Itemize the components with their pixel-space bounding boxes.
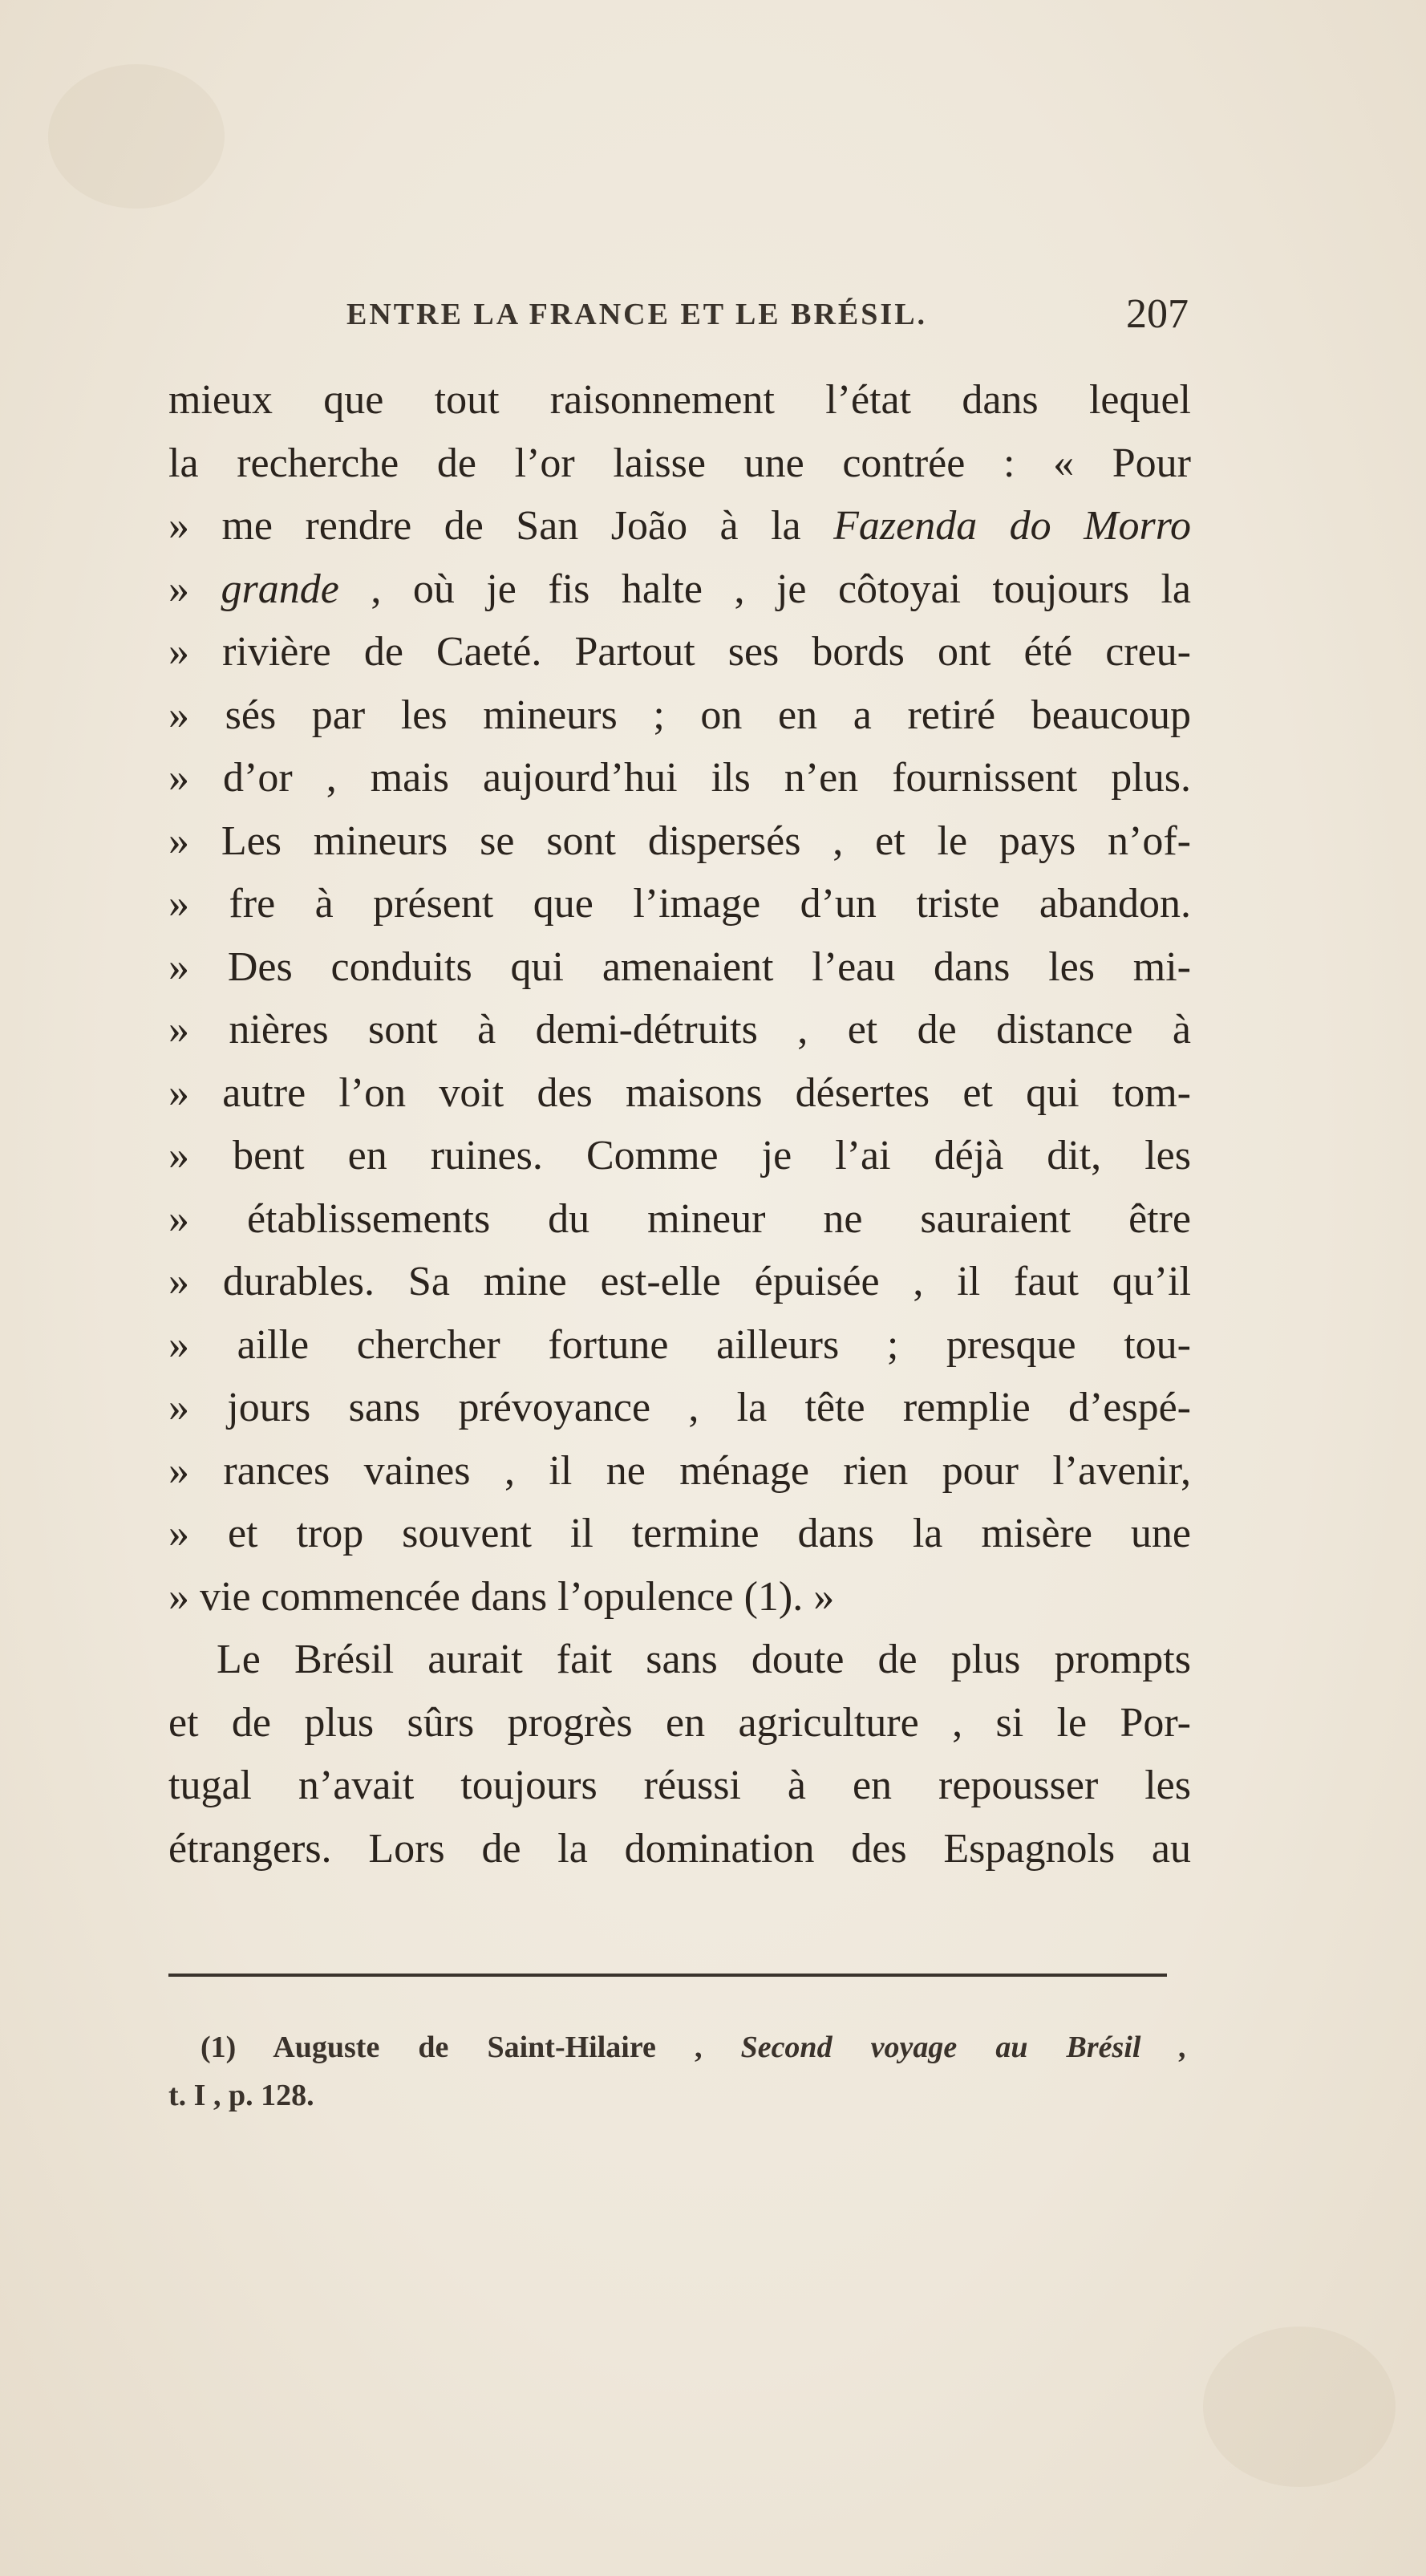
text-line: la recherche de l’or laisse une contrée : « Pour bbox=[168, 440, 1191, 486]
footnote bbox=[168, 2023, 1187, 2120]
text-line: » bent en ruines. Comme je l’ai déjà dit, les bbox=[168, 1133, 1191, 1178]
italic-word: grande bbox=[221, 566, 339, 612]
text-line: » et trop souvent il termine dans la misère une bbox=[168, 1511, 1191, 1556]
footnote-line bbox=[168, 2023, 1187, 2071]
text-line: Le Brésil aurait fait sans doute de plus prompts bbox=[217, 1637, 1191, 1682]
text-line: » sés par les mineurs ; on en a retiré beaucoup bbox=[168, 692, 1191, 738]
italic-place-name: Fazenda do Morro bbox=[833, 503, 1191, 549]
text-segment: » me rendre de San João à la bbox=[168, 503, 801, 549]
text-line bbox=[168, 495, 1191, 558]
body-text bbox=[168, 369, 1191, 1880]
quote-mark: » bbox=[168, 566, 221, 612]
text-line: et de plus sûrs progrès en agriculture , si le Por- bbox=[168, 1699, 1191, 1746]
running-title: ENTRE LA FRANCE ET LE BRÉSIL. bbox=[346, 298, 928, 331]
text-line: mieux que tout raisonnement l’état dans lequel bbox=[168, 377, 1191, 423]
page-number: 207 bbox=[1126, 291, 1189, 337]
paper-stain bbox=[1203, 2327, 1396, 2487]
text-line: » fre à présent que l’image d’un triste abandon. bbox=[168, 881, 1191, 927]
text-line: » aille chercher fortune ailleurs ; presque tou- bbox=[168, 1321, 1191, 1368]
running-head bbox=[346, 290, 1189, 347]
footnote-work-title: Second voyage au Brésil , bbox=[740, 2030, 1188, 2064]
text-segment: , où je fis halte , je côtoyai toujours la bbox=[338, 566, 1191, 612]
text-line: » durables. Sa mine est-elle épuisée , il faut qu’il bbox=[168, 1259, 1191, 1304]
text-line: » vie commencée dans l’opulence (1). » bbox=[168, 1573, 835, 1620]
text-line: » d’or , mais aujourd’hui ils n’en fournissent plus. bbox=[168, 755, 1191, 801]
text-line bbox=[168, 558, 1191, 622]
text-line: » nières sont à demi-détruits , et de distance à bbox=[168, 1007, 1191, 1053]
text-line: » Des conduits qui amenaient l’eau dans les mi- bbox=[168, 943, 1191, 990]
text-line: » Les mineurs se sont dispersés , et le pays n’of- bbox=[168, 817, 1191, 864]
paper-stain bbox=[48, 64, 225, 209]
text-line: » établissements du mineur ne sauraient être bbox=[168, 1195, 1191, 1242]
text-line: » jours sans prévoyance , la tête remplie d’espé- bbox=[168, 1385, 1191, 1430]
footnote-rule bbox=[168, 1974, 1167, 1977]
text-line: tugal n’avait toujours réussi à en repousser les bbox=[168, 1763, 1191, 1808]
footnote-reference: (1) Auguste de Saint-Hilaire , bbox=[201, 2030, 703, 2064]
text-line: » autre l’on voit des maisons désertes et qui tom- bbox=[168, 1069, 1191, 1116]
text-line: » rivière de Caeté. Partout ses bords ont été creu- bbox=[168, 629, 1191, 675]
text-line: » rances vaines , il ne ménage rien pour l’avenir, bbox=[168, 1447, 1191, 1494]
footnote-line: t. I , p. 128. bbox=[168, 2079, 314, 2112]
text-line: étrangers. Lors de la domination des Espagnols au bbox=[168, 1825, 1191, 1872]
